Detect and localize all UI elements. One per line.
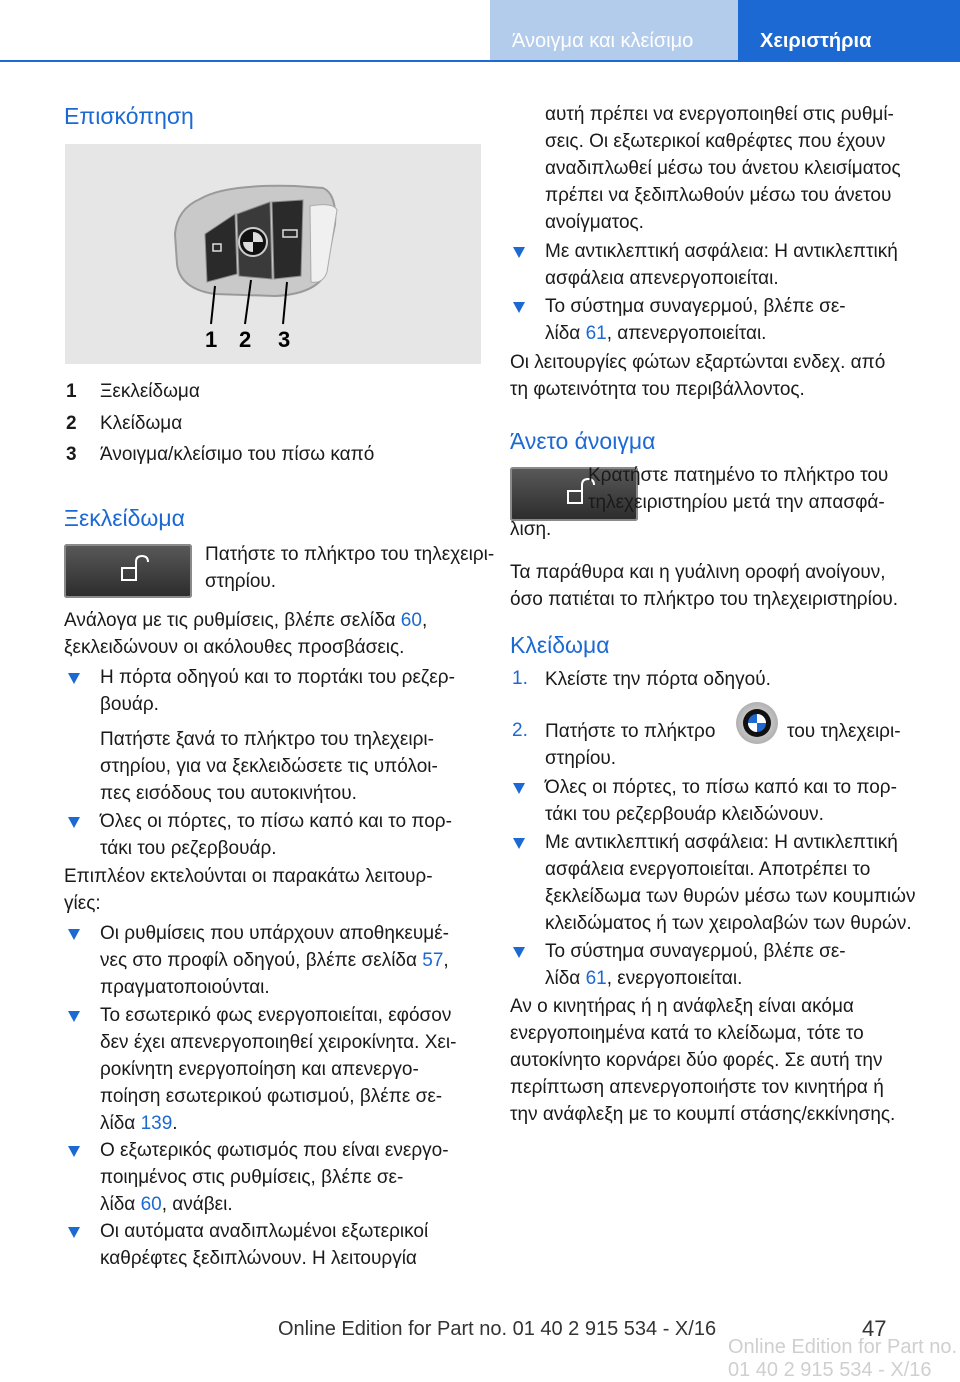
step-text: στηρίου. [545,748,617,769]
bullet-triangle-icon [68,673,80,684]
step-number: 1. [512,668,528,689]
unlock-bullet-1-sub: Πατήστε ξανά το πλήκτρο του τηλεχειρι- στηρίου, για να ξεκλειδώσετε τις υπόλοι- πες εισόδους του αυτοκινήτου. [100,729,438,804]
bullet-triangle-icon [513,838,525,849]
unlock-icon-text: Πατήστε το πλήκτρο του τηλεχειρι- στηρίου. [205,544,495,592]
engine-text: Αν ο κινητήρας ή η ανάφλεξη είναι ακόμα ενεργοποιημένα κατά το κλείδωμα, τότε το αυτοκίνητο κορνάρει δύο φορές. Σε αυτή την περίπτωση απενεργοποιήστε τον κινητήρα ή την ανάφλεξη με το κουμπί στάσης/εκκίνησης. [510,996,896,1125]
bullet-triangle-icon [68,1146,80,1157]
comfort-icon-text-end: λιση. [510,519,552,540]
unlock-extra: Επιπλέον εκτελούνται οι παρακάτω λειτουρ- γίες: [64,866,433,914]
page-number: 47 [862,1316,887,1341]
bullet-triangle-icon [513,783,525,794]
bmw-button-image [736,702,778,744]
legend-num: 1 [66,381,77,402]
unlock-bullet-7: Με αντικλεπτική ασφάλεια: Η αντικλεπτική ασφάλεια απενεργοποιείται. [545,241,898,289]
legend-text: Άνοιγμα/κλείσιμο του πίσω καπό [100,444,375,465]
lock-title: Κλείδωμα [510,632,610,658]
page-link[interactable]: 60 [400,610,422,631]
image-number-3: 3 [278,327,291,352]
legend-text: Κλείδωμα [100,413,183,434]
image-number-2: 2 [239,327,252,352]
page-link[interactable]: 139 [140,1113,173,1134]
unlock-button-image [64,544,192,598]
header-chapter-label: Χειριστήρια [760,30,872,52]
image-number-1: 1 [205,327,218,352]
overview-title: Επισκόπηση [64,103,194,129]
lock-bullet-2: Με αντικλεπτική ασφάλεια: Η αντικλεπτική ασφάλεια ενεργοποιείται. Αποτρέπει το ξεκλείδωμα των θυρών μέσω των κουμπιών κλειδώματος ή των χειρολαβών των θυρών. [545,832,916,934]
bullet-triangle-icon [513,302,525,313]
step-text: του τηλεχειρι- [787,721,901,742]
bullet-triangle-icon [513,247,525,258]
step-number: 2. [512,720,528,741]
comfort-title: Άνετο άνοιγμα [510,428,656,454]
unlock-bullet-4: Το εσωτερικό φως ενεργοποιείται, εφόσον δεν έχει απενεργοποιηθεί χειροκίνητα. Χει- ροκίνητη ενεργοποίηση και απενεργο- ποίηση εσωτερικού φωτισμού, βλέπε σε- λίδα 139. [100,1005,457,1134]
comfort-text: Τα παράθυρα και η γυάλινη οροφή ανοίγουν, όσο πατιέται το πλήκτρο του τηλεχειριστηρίου. [510,562,899,610]
unlock-bullet-3: Οι ρυθμίσεις που υπάρχουν αποθηκευμέ- νες στο προφίλ οδηγού, βλέπε σελίδα 57, πραγματοποιούνται. [100,923,449,998]
page-link[interactable]: 57 [422,950,444,971]
mirror-text-cont: αυτή πρέπει να ενεργοποιηθεί στις ρυθμί- σεις. Οι εξωτερικοί καθρέφτες που έχουν αναδιπλωθεί μέσω του άνετου κλεισίματος πρέπει να ξεδιπλωθούν μέσω του άνετου ανοίγματος. [545,104,901,233]
header-chapter-tab [738,0,960,60]
bullet-triangle-icon [513,947,525,958]
key-fob-image [65,144,481,364]
unlock-bullet-8: Το σύστημα συναγερμού, βλέπε σε- λίδα 61, απενεργοποιείται. [545,296,846,344]
unlock-bullet-1: Η πόρτα οδηγού και το πορτάκι του ρεζερ- βουάρ. [100,667,455,715]
bullet-triangle-icon [68,929,80,940]
page-link[interactable]: 60 [140,1194,162,1215]
legend-num: 3 [66,444,77,465]
legend-text: Ξεκλείδωμα [100,381,200,402]
footer-edition: Online Edition for Part no. 01 40 2 915 534 - X/16 [278,1318,717,1340]
page-link[interactable]: 61 [585,323,607,344]
unlock-bullet-6: Οι αυτόματα αναδιπλωμένοι εξωτερικοί καθρέφτες ξεδιπλώνουν. Η λειτουργία [100,1221,429,1269]
step-text: Πατήστε το πλήκτρο [545,721,716,742]
bullet-triangle-icon [68,1227,80,1238]
lock-bullet-3: Το σύστημα συναγερμού, βλέπε σε- λίδα 61, ενεργοποιείται. [545,941,846,989]
step-text: Κλείστε την πόρτα οδηγού. [545,669,771,690]
page-link[interactable]: 61 [585,968,607,989]
unlock-bullet-5: Ο εξωτερικός φωτισμός που είναι ενεργο- ποιημένος στις ρυθμίσεις, βλέπε σε- λίδα 60, ανάβει. [100,1140,449,1215]
unlock-title: Ξεκλείδωμα [64,505,185,531]
legend-num: 2 [66,413,77,434]
unlock-bullet-2: Όλες οι πόρτες, το πίσω καπό και το πορ- τάκι του ρεζερβουάρ. [100,811,452,859]
lights-text: Οι λειτουργίες φώτων εξαρτώνται ενδεχ. από τη φωτεινότητα του περιβάλλοντος. [510,352,886,400]
bullet-triangle-icon [68,817,80,828]
watermark: Online Edition for Part no. 01 40 2 915 534 - X/16 [728,1336,958,1381]
unlock-icon [64,544,192,598]
header-section-label: Άνοιγμα και κλείσιμο [512,30,694,52]
bmw-logo-icon [736,702,778,744]
lock-bullet-1: Όλες οι πόρτες, το πίσω καπό και το πορ- τάκι του ρεζερβουάρ κλειδώνουν. [545,777,897,825]
header-section-tab [490,0,738,60]
comfort-icon-text: Κρατήστε πατημένο το πλήκτρο του τηλεχειριστηρίου μετά την απασφά- [588,465,889,513]
bullet-triangle-icon [68,1011,80,1022]
header-rule [0,60,960,62]
unlock-intro: Ανάλογα με τις ρυθμίσεις, βλέπε σελίδα 60, ξεκλειδώνουν οι ακόλουθες προσβάσεις. [64,610,428,658]
